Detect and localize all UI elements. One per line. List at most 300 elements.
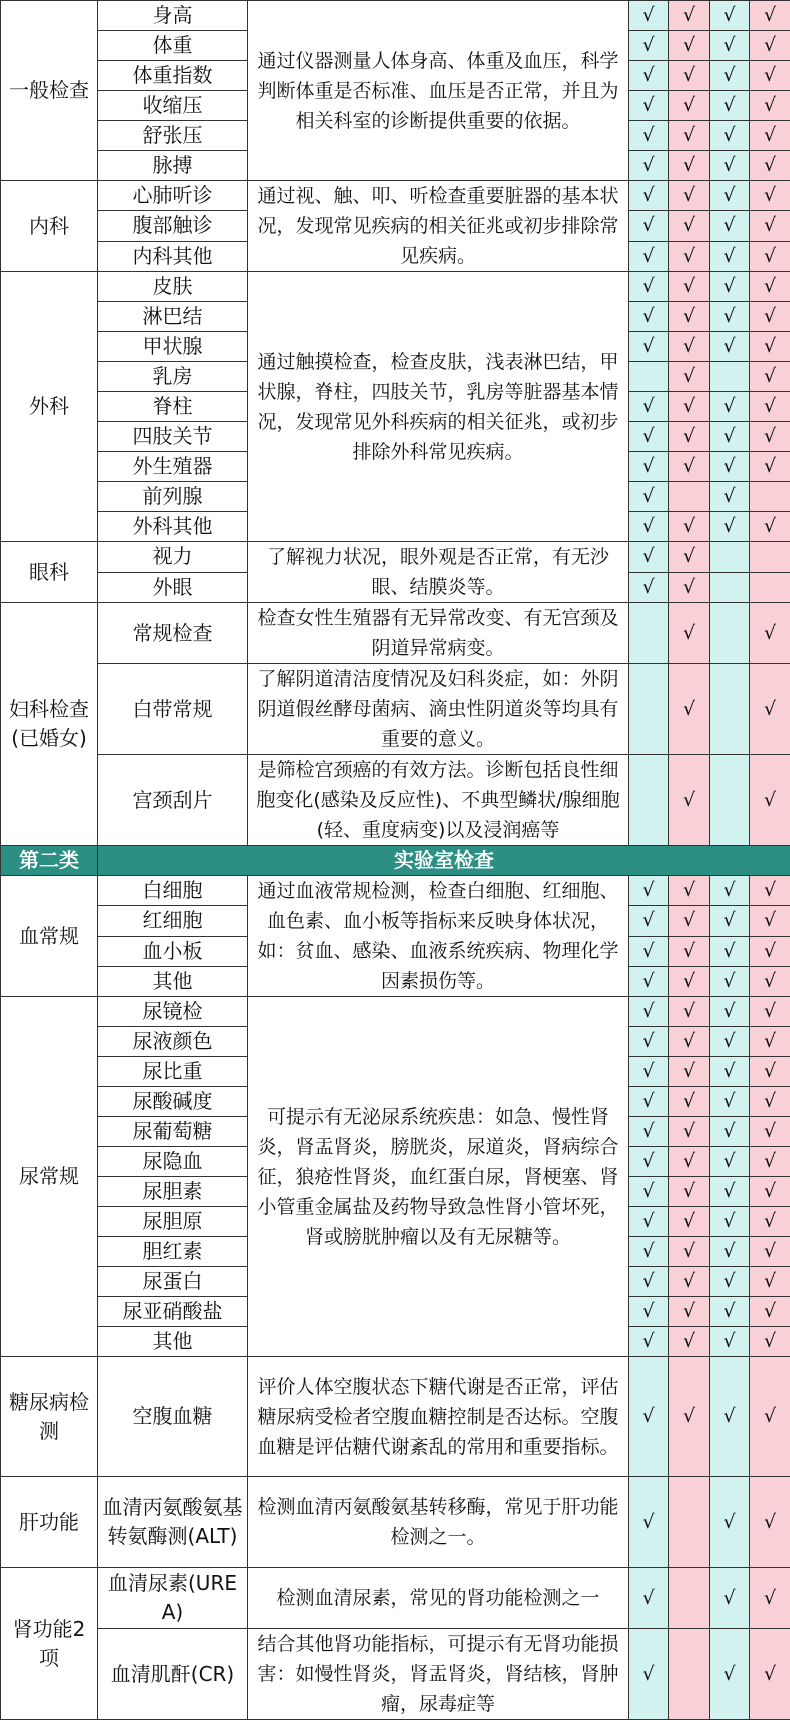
item-cell: 外科其他: [98, 512, 248, 542]
check-cell: [669, 1267, 710, 1297]
check-mark: √: [642, 184, 654, 206]
check-mark: √: [642, 64, 654, 86]
check-cell: [750, 1, 790, 31]
check-cell: [629, 392, 669, 422]
item-cell: 舒张压: [98, 121, 248, 151]
description-cell: 是筛检宫颈癌的有效方法。诊断包括良性细胞变化(感染及反应性)、不典型鳞状/腺细胞(轻、重度病变)以及浸润癌等: [248, 755, 629, 846]
check-cell: [629, 31, 669, 61]
check-mark: √: [764, 940, 776, 962]
check-cell: [750, 121, 790, 151]
check-mark: √: [642, 1405, 654, 1427]
check-mark: √: [642, 1663, 654, 1685]
check-cell: [629, 997, 669, 1027]
check-mark: √: [642, 425, 654, 447]
check-mark: √: [642, 305, 654, 327]
check-cell: [669, 91, 710, 121]
check-cell: [710, 1477, 750, 1568]
check-cell: [750, 1207, 790, 1237]
check-mark: √: [723, 1663, 735, 1685]
check-cell: [629, 906, 669, 936]
check-cell: [750, 1147, 790, 1177]
check-mark: √: [723, 1000, 735, 1022]
check-mark: √: [723, 485, 735, 507]
check-cell: [750, 755, 790, 846]
check-cell: [710, 572, 750, 603]
description-cell: 检测血清丙氨酸氨基转移酶，常见于肝功能检测之一。: [248, 1477, 629, 1568]
check-cell: [669, 936, 710, 966]
check-mark: √: [683, 940, 695, 962]
item-cell: 胆红素: [98, 1237, 248, 1267]
check-cell: [669, 906, 710, 936]
item-cell: 尿液颜色: [98, 1027, 248, 1057]
check-cell: [710, 1177, 750, 1207]
check-mark: √: [764, 1300, 776, 1322]
check-mark: √: [642, 1330, 654, 1352]
check-mark: √: [764, 124, 776, 146]
check-mark: √: [723, 335, 735, 357]
check-mark: √: [683, 455, 695, 477]
table-row: [1, 542, 790, 573]
check-cell: [710, 1297, 750, 1327]
category-cell: 妇科检查(已婚女): [1, 603, 98, 846]
check-cell: [629, 1177, 669, 1207]
check-mark: √: [764, 698, 776, 720]
category-cell: 外科: [1, 272, 98, 542]
check-cell: [750, 422, 790, 452]
check-cell: [629, 482, 669, 512]
item-cell: 内科其他: [98, 241, 248, 271]
check-mark: √: [723, 154, 735, 176]
check-cell: [629, 1629, 669, 1720]
check-mark: √: [642, 970, 654, 992]
check-cell: [750, 1027, 790, 1057]
check-mark: √: [723, 1150, 735, 1172]
check-cell: [750, 1237, 790, 1267]
check-cell: [669, 997, 710, 1027]
check-cell: [669, 876, 710, 906]
check-cell: [750, 392, 790, 422]
check-cell: [710, 755, 750, 846]
check-cell: [629, 211, 669, 241]
check-mark: √: [642, 4, 654, 26]
check-cell: [669, 1629, 710, 1720]
check-cell: [669, 181, 710, 211]
item-cell: 空腹血糖: [98, 1357, 248, 1477]
item-cell: 白细胞: [98, 876, 248, 906]
check-cell: [669, 1357, 710, 1477]
item-cell: 白带常规: [98, 664, 248, 755]
check-mark: √: [683, 184, 695, 206]
check-mark: √: [723, 1405, 735, 1427]
check-cell: [629, 1057, 669, 1087]
check-mark: √: [683, 1000, 695, 1022]
check-mark: √: [764, 515, 776, 537]
check-cell: [710, 241, 750, 271]
check-cell: [710, 997, 750, 1027]
check-cell: [750, 332, 790, 362]
check-cell: [710, 603, 750, 664]
check-cell: [669, 966, 710, 996]
check-cell: [629, 603, 669, 664]
check-cell: [669, 603, 710, 664]
check-cell: [750, 272, 790, 302]
check-mark: √: [642, 395, 654, 417]
check-mark: √: [764, 1511, 776, 1533]
check-cell: [669, 1147, 710, 1177]
check-mark: √: [683, 1330, 695, 1352]
check-mark: √: [723, 1180, 735, 1202]
check-mark: √: [642, 335, 654, 357]
check-cell: [669, 1237, 710, 1267]
check-cell: [710, 1087, 750, 1117]
item-cell: 视力: [98, 542, 248, 573]
check-mark: √: [723, 305, 735, 327]
check-cell: [750, 1057, 790, 1087]
item-cell: 尿亚硝酸盐: [98, 1297, 248, 1327]
check-mark: √: [723, 1090, 735, 1112]
check-mark: √: [764, 455, 776, 477]
check-mark: √: [642, 214, 654, 236]
category-cell: 眼科: [1, 542, 98, 603]
check-cell: [669, 121, 710, 151]
check-mark: √: [764, 1587, 776, 1609]
check-cell: [710, 1207, 750, 1237]
check-cell: [710, 422, 750, 452]
check-cell: [750, 482, 790, 512]
check-cell: [750, 966, 790, 996]
check-mark: √: [683, 1180, 695, 1202]
check-mark: √: [764, 1210, 776, 1232]
item-cell: 脉搏: [98, 151, 248, 181]
check-cell: [669, 1327, 710, 1357]
check-mark: √: [642, 1180, 654, 1202]
check-cell: [669, 1297, 710, 1327]
check-mark: √: [723, 970, 735, 992]
check-cell: [710, 542, 750, 573]
check-mark: √: [764, 1150, 776, 1172]
check-cell: [710, 512, 750, 542]
check-cell: [750, 452, 790, 482]
check-mark: √: [683, 245, 695, 267]
check-mark: √: [764, 275, 776, 297]
check-mark: √: [723, 395, 735, 417]
table-row: [1, 603, 790, 664]
check-mark: √: [764, 4, 776, 26]
check-cell: [710, 906, 750, 936]
description-cell: 检测血清尿素，常见的肾功能检测之一: [248, 1568, 629, 1629]
check-cell: [750, 1568, 790, 1629]
check-cell: [629, 1237, 669, 1267]
check-cell: [750, 151, 790, 181]
check-mark: √: [764, 970, 776, 992]
check-mark: √: [642, 1300, 654, 1322]
check-cell: [669, 1207, 710, 1237]
check-cell: [669, 332, 710, 362]
check-mark: √: [642, 485, 654, 507]
item-cell: 甲状腺: [98, 332, 248, 362]
check-mark: √: [683, 970, 695, 992]
check-cell: [710, 1568, 750, 1629]
check-mark: √: [723, 64, 735, 86]
check-cell: [750, 1297, 790, 1327]
item-cell: 乳房: [98, 362, 248, 392]
check-cell: [710, 1357, 750, 1477]
check-mark: √: [642, 515, 654, 537]
check-cell: [710, 302, 750, 332]
check-mark: √: [683, 909, 695, 931]
item-cell: 常规检查: [98, 603, 248, 664]
table-row: [1, 181, 790, 211]
check-mark: √: [642, 879, 654, 901]
check-mark: √: [764, 1060, 776, 1082]
table-row: [1, 1477, 790, 1568]
check-cell: [750, 1087, 790, 1117]
item-cell: 血清丙氨酸氨基转氨酶测(ALT): [98, 1477, 248, 1568]
check-mark: √: [683, 154, 695, 176]
item-cell: 尿隐血: [98, 1147, 248, 1177]
check-cell: [669, 272, 710, 302]
category-cell: 糖尿病检测: [1, 1357, 98, 1477]
item-cell: 淋巴结: [98, 302, 248, 332]
check-mark: √: [642, 154, 654, 176]
check-mark: √: [683, 1300, 695, 1322]
check-mark: √: [642, 1511, 654, 1533]
check-mark: √: [683, 576, 695, 598]
table-row: [1, 1568, 790, 1629]
check-cell: [710, 31, 750, 61]
check-mark: √: [723, 214, 735, 236]
check-cell: [710, 1117, 750, 1147]
check-mark: √: [642, 940, 654, 962]
check-cell: [750, 512, 790, 542]
check-mark: √: [642, 909, 654, 931]
check-cell: [750, 876, 790, 906]
check-mark: √: [764, 879, 776, 901]
description-cell: 结合其他肾功能指标，可提示有无肾功能损害：如慢性肾炎，肾盂肾炎，肾结核，肾肿瘤，尿毒症等: [248, 1629, 629, 1720]
check-mark: √: [723, 1300, 735, 1322]
item-cell: 其他: [98, 1327, 248, 1357]
description-cell: 了解视力状况，眼外观是否正常，有无沙眼、结膜炎等。: [248, 542, 629, 603]
check-cell: [629, 452, 669, 482]
description-cell: 可提示有无泌尿系统疾患：如急、慢性肾炎，肾盂肾炎，膀胱炎，尿道炎，肾病综合征，狼疮性肾炎，血红蛋白尿，肾梗塞、肾小管重金属盐及药物导致急性肾小管坏死，肾或膀胱肿瘤以及有无尿糖等。: [248, 997, 629, 1357]
check-mark: √: [723, 1030, 735, 1052]
check-cell: [710, 211, 750, 241]
check-mark: √: [683, 622, 695, 644]
check-mark: √: [683, 515, 695, 537]
check-cell: [710, 1327, 750, 1357]
item-cell: 血小板: [98, 936, 248, 966]
check-cell: [750, 664, 790, 755]
check-cell: [669, 151, 710, 181]
check-cell: [750, 1357, 790, 1477]
check-cell: [669, 1177, 710, 1207]
check-mark: √: [723, 879, 735, 901]
item-cell: 尿胆素: [98, 1177, 248, 1207]
category-cell: 内科: [1, 181, 98, 272]
check-mark: √: [764, 34, 776, 56]
check-mark: √: [764, 305, 776, 327]
table-row: [1, 1, 790, 31]
check-cell: [669, 542, 710, 573]
item-cell: 血清尿素(UREA): [98, 1568, 248, 1629]
check-mark: √: [683, 1405, 695, 1427]
check-mark: √: [764, 1180, 776, 1202]
check-cell: [629, 1117, 669, 1147]
category-cell: 一般检查: [1, 1, 98, 181]
check-mark: √: [723, 184, 735, 206]
check-mark: √: [642, 1150, 654, 1172]
check-cell: [629, 272, 669, 302]
description-cell: 检查女性生殖器有无异常改变、有无宫颈及阴道异常病变。: [248, 603, 629, 664]
check-cell: [669, 1, 710, 31]
check-mark: √: [723, 124, 735, 146]
check-mark: √: [764, 94, 776, 116]
check-mark: √: [683, 698, 695, 720]
check-mark: √: [764, 1405, 776, 1427]
description-cell: 通过触摸检查，检查皮肤，浅表淋巴结，甲状腺，脊柱，四肢关节，乳房等脏器基本情况，发现常见外科疾病的相关征兆，或初步排除外科常见疾病。: [248, 272, 629, 542]
check-cell: [710, 1267, 750, 1297]
check-cell: [669, 392, 710, 422]
check-mark: √: [642, 275, 654, 297]
check-cell: [629, 91, 669, 121]
item-cell: 收缩压: [98, 91, 248, 121]
item-cell: 外眼: [98, 572, 248, 603]
check-mark: √: [642, 1587, 654, 1609]
check-cell: [710, 362, 750, 392]
check-mark: √: [723, 94, 735, 116]
check-cell: [710, 1057, 750, 1087]
check-cell: [669, 1027, 710, 1057]
category-cell: 尿常规: [1, 997, 98, 1357]
check-cell: [629, 332, 669, 362]
check-mark: √: [764, 395, 776, 417]
check-cell: [710, 1237, 750, 1267]
check-mark: √: [723, 515, 735, 537]
table-row: [1, 1357, 790, 1477]
check-mark: √: [723, 1120, 735, 1142]
section-header-group: [1, 846, 790, 876]
check-cell: [669, 302, 710, 332]
check-cell: [750, 1177, 790, 1207]
check-mark: √: [723, 909, 735, 931]
check-cell: [629, 542, 669, 573]
check-mark: √: [683, 425, 695, 447]
check-cell: [629, 1, 669, 31]
check-mark: √: [683, 64, 695, 86]
check-cell: [750, 31, 790, 61]
check-mark: √: [764, 184, 776, 206]
item-cell: 尿镜检: [98, 997, 248, 1027]
check-mark: √: [642, 1120, 654, 1142]
check-cell: [710, 1027, 750, 1057]
check-mark: √: [723, 455, 735, 477]
check-mark: √: [764, 1090, 776, 1112]
item-cell: 体重指数: [98, 61, 248, 91]
item-cell: 脊柱: [98, 392, 248, 422]
item-cell: 红细胞: [98, 906, 248, 936]
check-mark: √: [642, 1210, 654, 1232]
check-cell: [710, 1629, 750, 1720]
check-mark: √: [683, 1120, 695, 1142]
check-mark: √: [764, 1030, 776, 1052]
check-cell: [669, 61, 710, 91]
check-cell: [750, 1267, 790, 1297]
check-mark: √: [723, 4, 735, 26]
check-cell: [629, 1087, 669, 1117]
check-cell: [750, 542, 790, 573]
table-row: [1, 755, 790, 846]
check-mark: √: [764, 1240, 776, 1262]
check-mark: √: [683, 1030, 695, 1052]
check-cell: [629, 1327, 669, 1357]
check-mark: √: [683, 214, 695, 236]
check-cell: [629, 302, 669, 332]
section-label: 第二类: [1, 846, 98, 876]
check-cell: [710, 332, 750, 362]
table-row: [1, 272, 790, 302]
check-cell: [629, 664, 669, 755]
check-cell: [629, 1147, 669, 1177]
check-mark: √: [642, 124, 654, 146]
check-mark: √: [723, 1511, 735, 1533]
check-mark: √: [683, 1240, 695, 1262]
check-mark: √: [764, 214, 776, 236]
item-cell: 尿胆原: [98, 1207, 248, 1237]
section-title: 实验室检查: [98, 846, 790, 876]
check-mark: √: [683, 789, 695, 811]
check-mark: √: [683, 1090, 695, 1112]
check-mark: √: [723, 275, 735, 297]
check-mark: √: [642, 1240, 654, 1262]
check-mark: √: [683, 365, 695, 387]
check-mark: √: [642, 455, 654, 477]
check-mark: √: [764, 1270, 776, 1292]
check-mark: √: [723, 245, 735, 267]
check-mark: √: [683, 94, 695, 116]
check-cell: [629, 876, 669, 906]
item-cell: 前列腺: [98, 482, 248, 512]
check-mark: √: [723, 34, 735, 56]
check-cell: [669, 1087, 710, 1117]
check-cell: [669, 572, 710, 603]
check-mark: √: [683, 335, 695, 357]
check-mark: √: [642, 245, 654, 267]
item-cell: 心肺听诊: [98, 181, 248, 211]
check-mark: √: [764, 1663, 776, 1685]
check-mark: √: [683, 1150, 695, 1172]
check-cell: [750, 1327, 790, 1357]
item-cell: 其他: [98, 966, 248, 996]
check-cell: [669, 211, 710, 241]
item-cell: 皮肤: [98, 272, 248, 302]
description-cell: 了解阴道清洁度情况及妇科炎症，如：外阴阴道假丝酵母菌病、滴虫性阴道炎等均具有重要的意义。: [248, 664, 629, 755]
check-cell: [710, 121, 750, 151]
check-mark: √: [642, 1270, 654, 1292]
check-cell: [629, 1267, 669, 1297]
check-mark: √: [683, 395, 695, 417]
check-cell: [629, 1027, 669, 1057]
check-cell: [750, 1477, 790, 1568]
check-mark: √: [764, 425, 776, 447]
check-cell: [750, 997, 790, 1027]
check-cell: [750, 302, 790, 332]
check-cell: [750, 61, 790, 91]
table-row: [1, 997, 790, 1027]
check-mark: √: [683, 1060, 695, 1082]
item-cell: 身高: [98, 1, 248, 31]
check-cell: [710, 482, 750, 512]
check-mark: √: [683, 275, 695, 297]
